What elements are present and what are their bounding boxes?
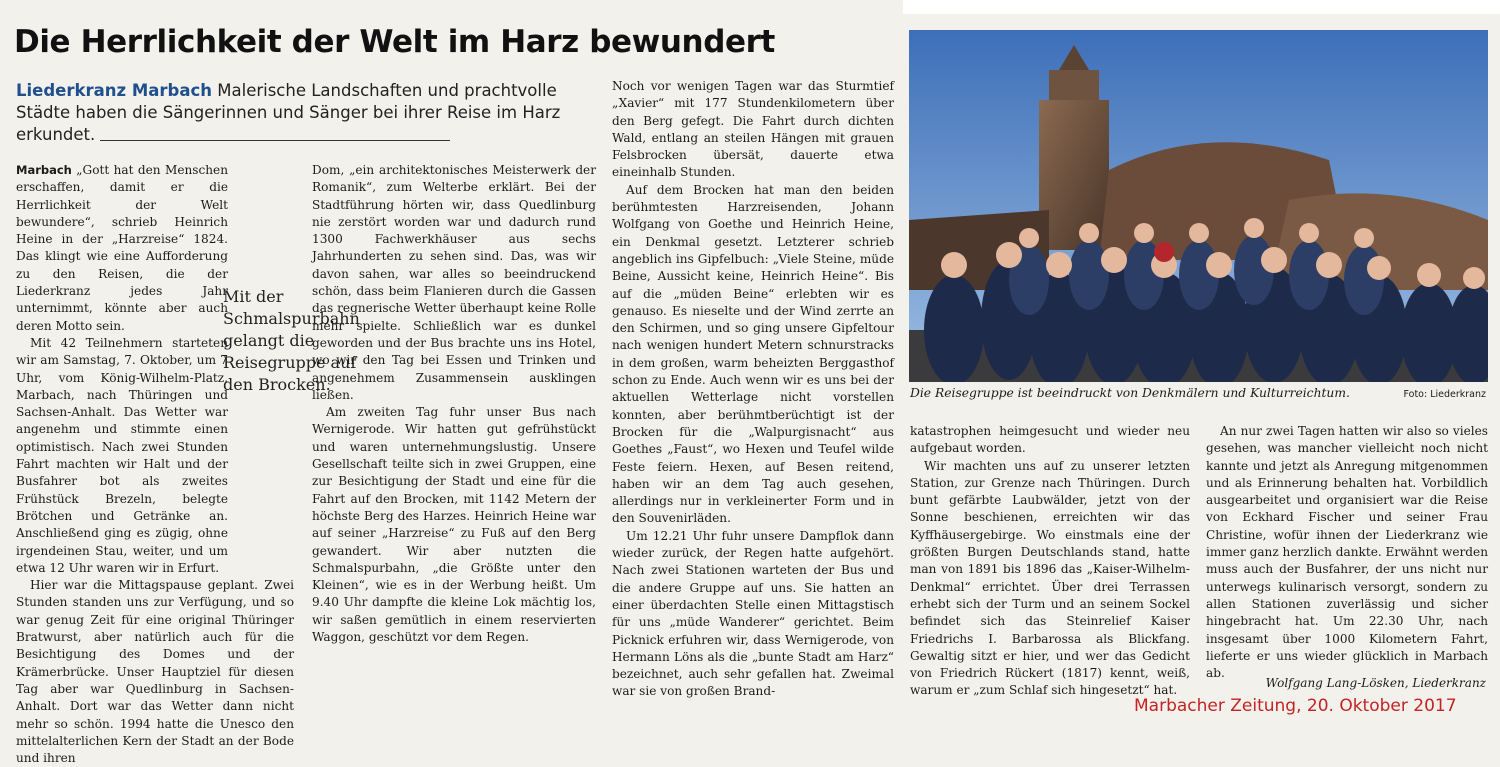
source-note: Marbacher Zeitung, 20. Oktober 2017 bbox=[1134, 696, 1457, 716]
dateline: Marbach bbox=[16, 163, 72, 177]
column-1 bbox=[16, 162, 294, 767]
col4-paragraph-2: Wir machten uns auf zu unserer letzten Station, zur Grenze nach Thüringen. Durch bunt gefärbte Laubwälder, jetzt von der Sonne beschienen, erreichten wir das Kyffhäusergebirge. Wo einstmals eine der größten Burgen Deutschlands stand, hatte man von 1891 bis 1896 das „Kaiser-Wilhelm-Denkmal“ errichtet. Über drei Terrassen erhebt sich der Turm und an seinem Sockel befindet sich das Steinrelief Kaiser Friedrichs I. Barbarossa als Blickfang. Gewaltig sitzt er hier, und wer das Gedicht von Friedrich Rückert (1817) kennt, weiß, warum er „zum Schlaf sich hingesetzt“ hat. bbox=[910, 458, 1190, 698]
article-headline: Die Herrlichkeit der Welt im Harz bewundert bbox=[14, 24, 775, 60]
column-4 bbox=[910, 423, 1190, 700]
col2-paragraph-1: Dom, „ein architektonisches Meisterwerk der Romanik“, zum Welterbe erklärt. Bei der Stadtführung hörten wir, dass Quedlinburg nie zerstört worden war und dadurch rund 1300 Fachwerkhäuser aus sechs Jahrhunderten zu sehen sind. Das, was wir davon sahen, war alles so beeindruckend schön, dass beim Flanieren durch die Gassen das regnerische Wetter überhaupt keine Rolle mehr spielte. Schließlich war es dunkel geworden und der Bus brachte uns ins Hotel, wo wir den Tag bei Essen und Trinken und angenehmem Zusammensein ausklingen ließen. bbox=[312, 163, 596, 402]
kicker: Liederkranz Marbach bbox=[16, 81, 213, 100]
col3-paragraph-3: Um 12.21 Uhr fuhr unsere Dampflok dann wieder zurück, der Regen hatte aufgehört. Nach zwei Stationen warteten der Bus und die andere Gruppe auf uns. Sie hatten an einer überdachten Stelle einen Mittagstisch für uns „müde Wanderer“ gerichtet. Beim Picknick erfuhren wir, dass Wernigerode, von Hermann Löns als die „bunte Stadt am Harz“ bezeichnet, auch sehr gefallen hat. Zweimal war sie von großen Brand- bbox=[612, 528, 894, 699]
lead-text: Malerische Landschaften und prachtvolle Städte haben die Sängerinnen und Sänger bei ihrer Reise im Harz erkundet. bbox=[16, 81, 561, 144]
column-2 bbox=[312, 162, 596, 646]
column-5 bbox=[1206, 423, 1488, 682]
group-photo bbox=[909, 30, 1488, 382]
col1-paragraph-1: „Gott hat den Menschen erschaffen, damit er die Herrlichkeit der Welt bewundere“, schrieb Heinrich Heine in der „Harzreise“ 1824. Das klingt wie eine Aufforderung zu den Reisen, die der Liederkranz jedes Jahr unternimmt, könnte aber auch deren Motto sein. bbox=[16, 163, 228, 333]
col3-paragraph-2: Auf dem Brocken hat man den beiden berühmtesten Harzreisenden, Johann Wolfgang von Goethe und Heinrich Heine, ein Denkmal gesetzt. Letzterer schrieb angeblich ins Gipfelbuch: „Viele Steine, müde Beine, Aussicht keine, Heinrich Heine“. Bis auf die „müden Beine“ erlebten wir es genauso. Es nieselte und der Wind zerrte an den Schirmen, und so ging unsere Gipfeltour nach wenigen hundert Metern schnurstracks in dem großen, warm beheizten Berggasthof schon zu Ende. Auch wenn wir es uns bei der aktuellen Wetterlage nicht vorstellen konnten, aber berühmtberüchtigt ist der Brocken für die „Walpurgisnacht“ aus Goethes „Faust“, wo Hexen und Teufel wilde Feste feiern. Hexen, auf Besen reitend, haben wir an dem Tag auch gesehen, allerdings nur in verkleinerter Form und in den Souvenirläden. bbox=[612, 182, 894, 526]
white-margin bbox=[903, 0, 1500, 14]
col4-paragraph-1: katastrophen heimgesucht und wieder neu aufgebaut worden. bbox=[910, 424, 1190, 456]
col1-paragraph-2: Mit 42 Teilnehmern starteten wir am Samstag, 7. Oktober, um 7 Uhr, vom König-Wilhelm-Platz, Marbach, nach Thüringen und Sachsen-Anhalt. Das Wetter war angenehm und stimmte einen optimistisch. Nach zwei Stunden Fahrt machten wir Halt und der Busfahrer bot als zweites Frühstück Brezeln, belegte Brötchen und Getränke an. Anschließend ging es zügig, ohne irgendeinen Stau, weiter, und um etwa 12 Uhr waren wir in Erfurt. bbox=[16, 335, 228, 575]
article-lead bbox=[16, 80, 616, 146]
group-photo-image bbox=[909, 30, 1488, 382]
col2-paragraph-2: Am zweiten Tag fuhr unser Bus nach Wernigerode. Wir hatten gut gefrühstückt und waren unternehmungslustig. Unsere Gesellschaft teilte sich in zwei Gruppen, eine zur Besichtigung der Stadt und eine für die Fahrt auf den Brocken, mit 1142 Metern der höchste Berg des Harzes. Heinrich Heine war auf seiner „Harzreise“ zu Fuß auf den Berg gewandert. Wir aber nutzten die Schmalspurbahn, „die Größte unter den Kleinen“, wie es in der Werbung heißt. Um 9.40 Uhr dampfte die kleine Lok mächtig los, wir saßen gemütlich in einem reservierten Waggon, geschützt vor dem Regen. bbox=[312, 405, 596, 645]
col3-paragraph-1: Noch vor wenigen Tagen war das Sturmtief „Xavier“ mit 177 Stundenkilometern über den Berg gefegt. Die Fahrt durch dichten Wald, entlang an steilen Hängen mit grauen Felsbrocken übersät, dauerte etwa eineinhalb Stunden. bbox=[612, 79, 894, 180]
byline: Wolfgang Lang-Lösken, Liederkranz bbox=[1265, 676, 1486, 690]
photo-credit: Foto: Liederkranz bbox=[1403, 389, 1486, 400]
col5-paragraph-1: An nur zwei Tagen hatten wir also so vieles gesehen, was mancher vielleicht noch nicht kannte und jetzt als Anregung mitgenommen und als Erinnerung behalten hat. Vorbildlich ausgearbeitet und organisiert war die Reise von Eckhard Fischer und seiner Frau Christine, wofür ihnen der Liederkranz wie immer ganz herzlich dankte. Erwähnt werden muss auch der Busfahrer, der uns nicht nur unterwegs kulinarisch versorgt, sondern zu allen Stationen zuverlässig und sicher hingebracht hat. Um 22.30 Uhr, nach insgesamt über 1000 Kilometern Fahrt, lieferte er uns wieder glücklich in Marbach ab. bbox=[1206, 424, 1488, 681]
divider bbox=[100, 140, 450, 141]
photo-caption: Die Reisegruppe ist beeindruckt von Denkmälern und Kulturreichtum. bbox=[910, 386, 1350, 400]
pull-quote: Mit der Schmalspurbahn gelangt die Reisegruppe auf den Brocken. bbox=[223, 287, 360, 394]
col1-paragraph-3: Hier war die Mittagspause geplant. Zwei Stunden standen uns zur Verfügung, und so war genug Zeit für eine original Thüringer Bratwurst, aber natürlich auch für die Besichtigung des Domes und der Krämerbrücke. Unser Hauptziel für diesen Tag aber war Quedlinburg in Sachsen-Anhalt. Dort war das Wetter dann nicht mehr so schön. 1994 hatte die Unesco den mittelalterlichen Kern der Stadt an der Bode und ihren bbox=[16, 578, 294, 766]
column-3 bbox=[612, 78, 894, 701]
